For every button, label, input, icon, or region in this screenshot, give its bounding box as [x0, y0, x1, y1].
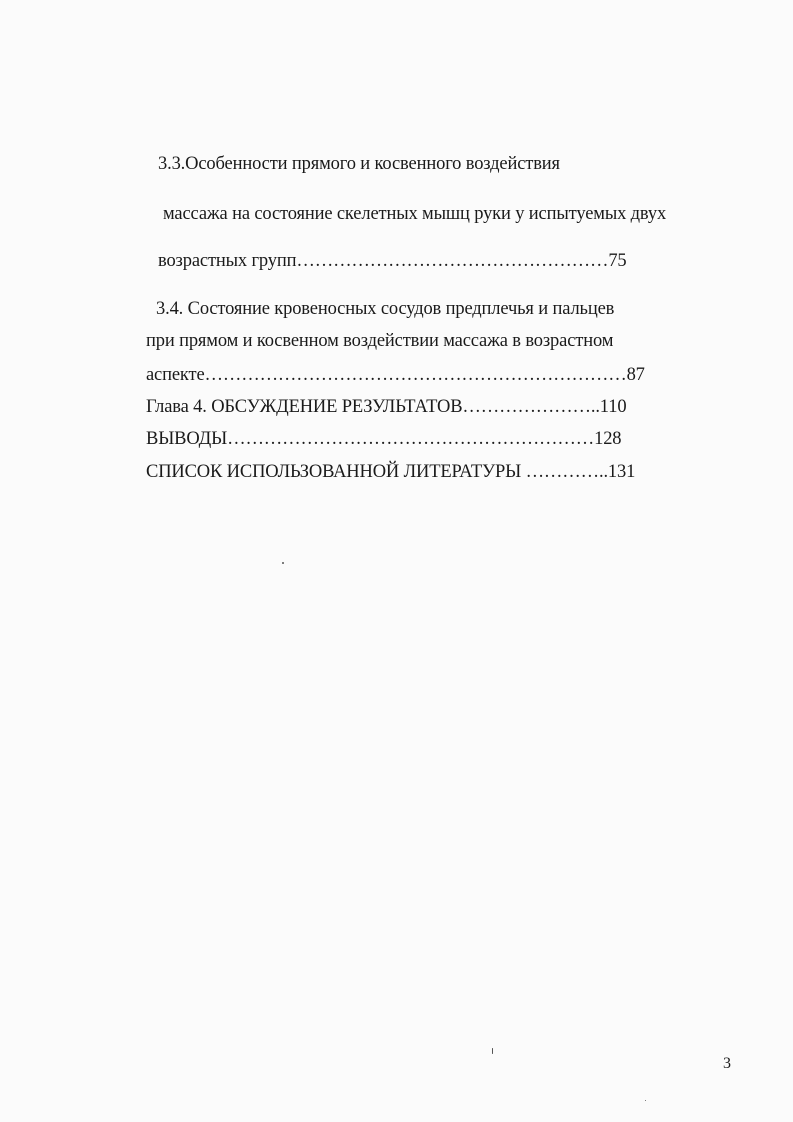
toc-entry-3-4-line-3: аспекте……………………………………………………………87: [146, 365, 645, 385]
toc-entry-3-4-line-2: при прямом и косвенном воздействии массажа в возрастном: [146, 331, 614, 351]
toc-entry-3-3-line-2: массажа на состояние скелетных мышц руки у испытуемых двух: [163, 204, 667, 224]
scan-speck: [645, 1100, 646, 1101]
toc-entry-3-3-line-1: 3.3.Особенности прямого и косвенного воздействия: [158, 154, 560, 174]
toc-entry-3-4-line-1: 3.4. Состояние кровеносных сосудов предплечья и пальцев: [156, 299, 615, 319]
toc-entry-conclusions: ВЫВОДЫ……………………………………………………128: [146, 429, 622, 449]
scan-speck: [492, 1048, 493, 1054]
scan-speck: [282, 562, 284, 564]
toc-entry-3-3-line-3: возрастных групп……………………………………………75: [158, 251, 627, 271]
toc-entry-references: СПИСОК ИСПОЛЬЗОВАННОЙ ЛИТЕРАТУРЫ …………..131: [146, 462, 636, 482]
page-number: 3: [723, 1055, 731, 1072]
toc-entry-chapter-4: Глава 4. ОБСУЖДЕНИЕ РЕЗУЛЬТАТОВ…………………..110: [146, 397, 627, 417]
